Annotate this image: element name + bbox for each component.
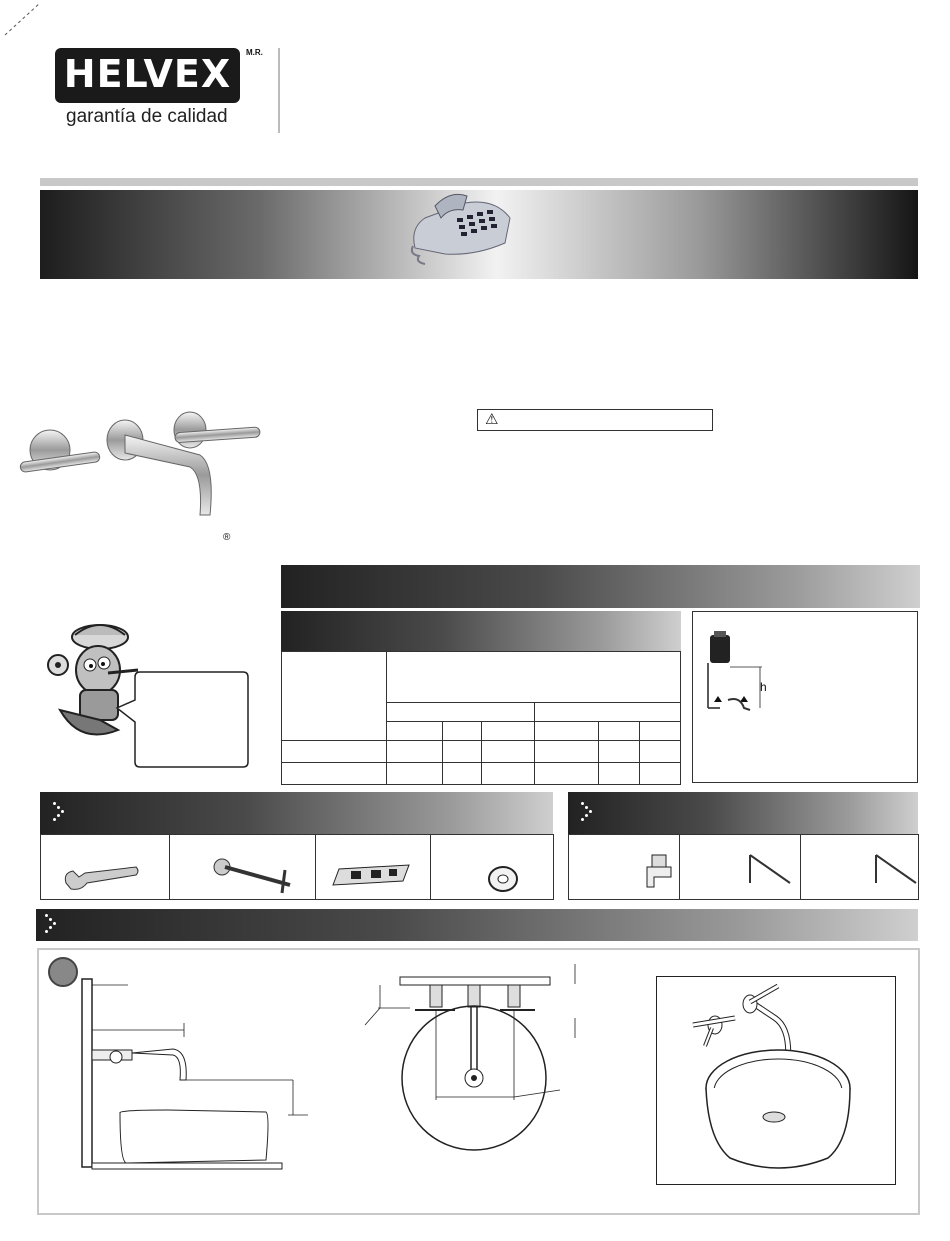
perspective-drawing — [660, 980, 890, 1180]
bullet-dots-icon — [42, 912, 62, 938]
logo-tagline: garantía de calidad — [66, 106, 228, 127]
speech-bubble — [115, 670, 255, 770]
logo-wordmark: HELVEX — [63, 52, 232, 96]
step-number-circle — [48, 957, 78, 987]
allen-key-icon — [745, 853, 795, 888]
valve-key-icon — [644, 853, 674, 889]
allen-key-icon — [871, 853, 921, 888]
installation-header — [36, 909, 918, 941]
bullet-dots-icon — [50, 800, 70, 828]
part-cell — [680, 835, 801, 899]
level-icon — [331, 863, 411, 888]
telephone-icon — [405, 188, 520, 268]
included-parts-list — [568, 834, 919, 900]
table-header — [281, 611, 681, 651]
table-cell — [535, 703, 681, 722]
table-cell — [443, 722, 482, 741]
warning-box — [477, 409, 713, 431]
table-cell — [387, 722, 443, 741]
tools-list — [40, 834, 554, 900]
included-parts-header — [568, 792, 918, 834]
header-rule — [40, 178, 918, 186]
bullet-dots-icon — [578, 800, 598, 828]
table-cell — [599, 722, 640, 741]
tool-cell — [170, 835, 316, 899]
basin-wrench-icon — [210, 855, 300, 895]
tool-cell — [41, 835, 170, 899]
table-cell — [282, 652, 387, 741]
registered-mark: ® — [223, 532, 231, 543]
side-view-diagram — [78, 975, 318, 1175]
tool-cell — [316, 835, 431, 899]
table-row — [282, 741, 681, 763]
table-cell — [387, 652, 681, 703]
logo-divider — [278, 48, 280, 133]
specifications-table — [281, 651, 681, 785]
table-row — [282, 763, 681, 785]
table-cell — [387, 703, 535, 722]
teflon-tape-icon — [483, 863, 523, 893]
table-cell — [535, 722, 599, 741]
table-cell — [640, 722, 681, 741]
height-diagram — [700, 630, 780, 715]
top-view-diagram — [360, 960, 580, 1170]
specifications-header — [281, 565, 920, 608]
height-label: h — [760, 680, 767, 694]
logo-registered-mark: M.R. — [246, 48, 263, 57]
tools-header — [40, 792, 553, 834]
warning-icon: ⚠ — [485, 410, 499, 428]
part-cell — [569, 835, 680, 899]
wrench-icon — [61, 863, 141, 893]
table-cell — [482, 722, 535, 741]
corner-crop-mark — [0, 0, 45, 40]
faucet-product-image — [15, 405, 265, 530]
